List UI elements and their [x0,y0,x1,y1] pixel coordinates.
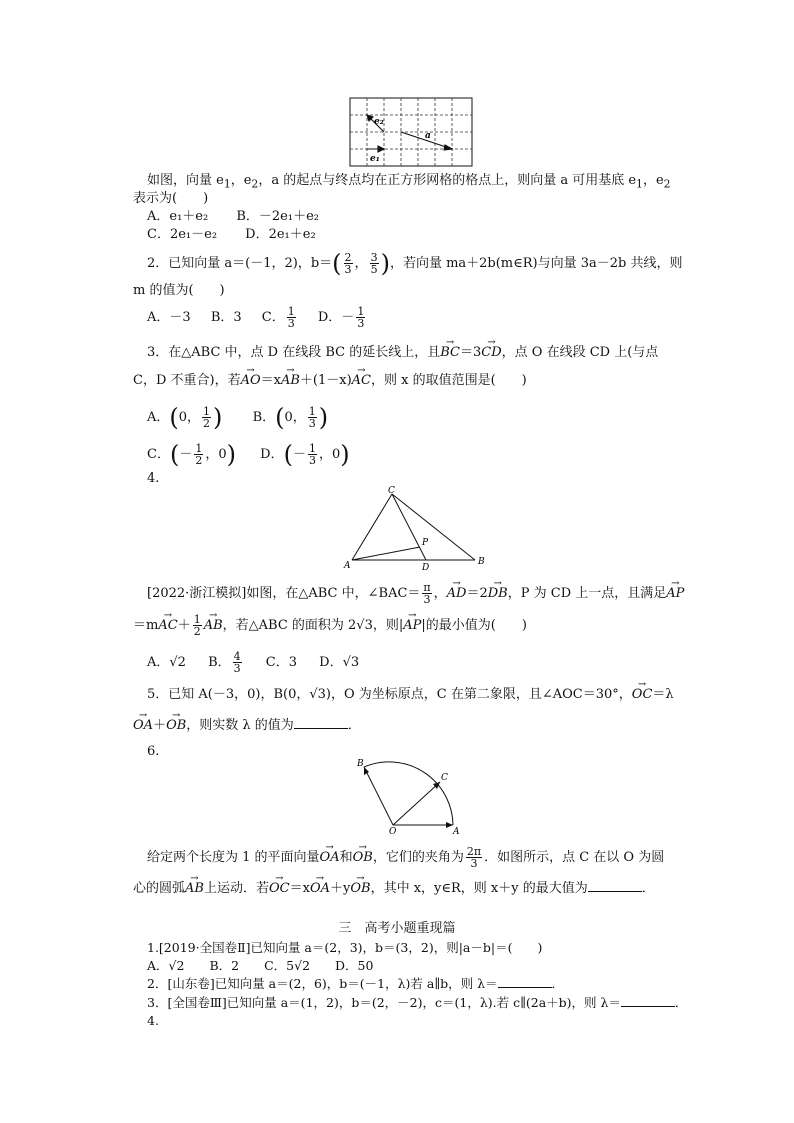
q1-options-ab [147,208,319,226]
q6-number: 6. [147,744,160,759]
q2-stem-line2: m 的值为( ) [133,283,225,298]
g4-number: 4. [147,1013,159,1028]
g3-stem: 3．[全国卷Ⅲ]已知向量 a＝(1，2)，b＝(2，－2)，c＝(1，λ).若 c∥(2a＋b)，则 λ＝ ． [147,995,688,1010]
q2-option-b: B．3 [210,310,242,325]
q5-stem: 5．已知 A(－3，0)，B(0，√3)，O 为坐标原点，C 在第二象限，且∠AOC＝30°，→ OC＝λ [147,686,674,704]
q1-label-a: a [425,131,431,141]
q4-label-d: D [422,563,430,570]
q4-option-d: D．√3 [319,655,360,670]
q6-arc-figure [355,755,465,835]
q3-option-c: C． [147,447,170,462]
q4-label-c: C [388,486,395,496]
q1-label-e1: e₁ [370,154,380,164]
q3-options-ab: A．(0， $\frac{1}{2}$ ) B．(0， $\frac{1}{3}$ ) [147,403,329,432]
q3-option-b: B． [252,410,276,425]
q6-label-c: C [441,773,448,783]
q6-label-o: O [389,827,397,835]
section-heading: 三 高考小题重现篇 [338,921,456,936]
q3-stem-line2: C，D 不重合)，若→ AO＝x→ AB＋(1－x)→ AC，则 x 的取值范围是( ) [133,372,527,390]
q3-option-d: D． [260,447,284,462]
q2-option-a: A．－3 [147,310,191,325]
q2-frac-3-5: $\frac{3}{5}$ [370,251,378,276]
g2-stem: 2．[山东卷]已知向量 a＝(2，6)，b＝(－1，λ)若 a∥b，则 λ＝ ． [147,976,565,991]
g2-answer-blank[interactable] [498,975,552,988]
q6-label-a: A [453,827,460,835]
q2-stem: 2．已知向量 a＝(－1，2)，b＝( $\frac{2}{3}$ ， $\frac{3}{5}$ )，若向量 ma＋2b(m∈R)与向量 3a－2b 共线，则 [147,249,683,278]
q4-option-a: A．√2 [147,655,186,670]
q6-stem-line2: 心的圆弧→ AB上运动．若→ OC＝x→ OA＋y→ OB，其中 x，y∈R，则 x＋y 的最大值为 ． [133,879,655,898]
q4-label-p: P [422,538,429,548]
q1-grid-figure [349,97,473,167]
q1-option-b: B．－2e₁＋e₂ [236,209,319,224]
g1-options: A．√2 B．2 C．5√2 D．50 [147,958,374,973]
q4-label-b: B [478,557,485,567]
q3-option-a: A． [147,410,170,425]
q4-triangle-figure [340,484,490,570]
q3-options-cd: C．(－ $\frac{1}{2}$ ，0) D．(－ $\frac{1}{3}$ ，0) [147,440,350,469]
q1-stem-line2: 表示为( ) [133,191,209,206]
q4-option-c: C．3 [265,655,298,670]
q1-label-e2: e₂ [374,117,384,127]
q1-option-a: A．e₁＋e₂ [147,209,209,224]
q1-stem: 如图，向量 $e_1$，$e_2$，a 的起点与终点均在正方形网格的格点上，则向量 a 可用基底 $e_1$，$e_2$ [147,173,671,191]
q1-options-cd [147,226,316,244]
g3-answer-blank[interactable] [621,994,675,1007]
q6-stem: 给定两个长度为 1 的平面向量→ OA和→ OB，它们的夹角为 $\frac{2\pi}{3}$ ．如图所示，点 C 在以 O 为圆 [147,846,664,869]
q6-answer-blank[interactable] [588,879,642,892]
q4-label-a: A [344,561,351,570]
q6-label-b: B [357,759,364,769]
q4-stem: [2022·浙江模拟]如图，在△ABC 中，∠BAC＝ $\frac{\pi}{3}$ ，→ AD＝2→ DB，P 为 CD 上一点，且满足→ AP [147,582,684,605]
q2-option-c: C． [261,310,285,325]
q4-number: 4. [147,471,160,486]
q4-options: A．√2 B． $\frac{4}{3}$ C．3 D．√3 [147,650,360,675]
q1-option-d: D．2e₁＋e₂ [245,227,316,242]
q5-stem-line2: → OA＋→ OB，则实数 λ 的值为 ． [133,716,361,735]
q4-stem-line2: ＝m→ AC＋ $\frac{1}{2}$ → AB，若△ABC 的面积为 2√3，则|→ AP|的最小值为( ) [133,614,527,637]
q5-answer-blank[interactable] [294,716,348,729]
q1-option-c: C．2e₁－e₂ [147,227,218,242]
q2-frac-2-3: $\frac{2}{3}$ [344,251,352,276]
q4-option-b: B． [208,655,231,670]
g1-stem: 1.[2019·全国卷Ⅱ]已知向量 a＝(2，3)，b＝(3，2)，则|a－b|＝( ) [147,940,543,955]
q2-options: A．－3 B．3 C． $\frac{1}{3}$ D．－ $\frac{1}{3}$ [147,305,365,330]
q3-stem: 3．在△ABC 中，点 D 在线段 BC 的延长线上，且→ BC＝3→ CD，点 O 在线段 CD 上(与点 [147,344,658,362]
q2-option-d: D．－ [317,310,355,325]
